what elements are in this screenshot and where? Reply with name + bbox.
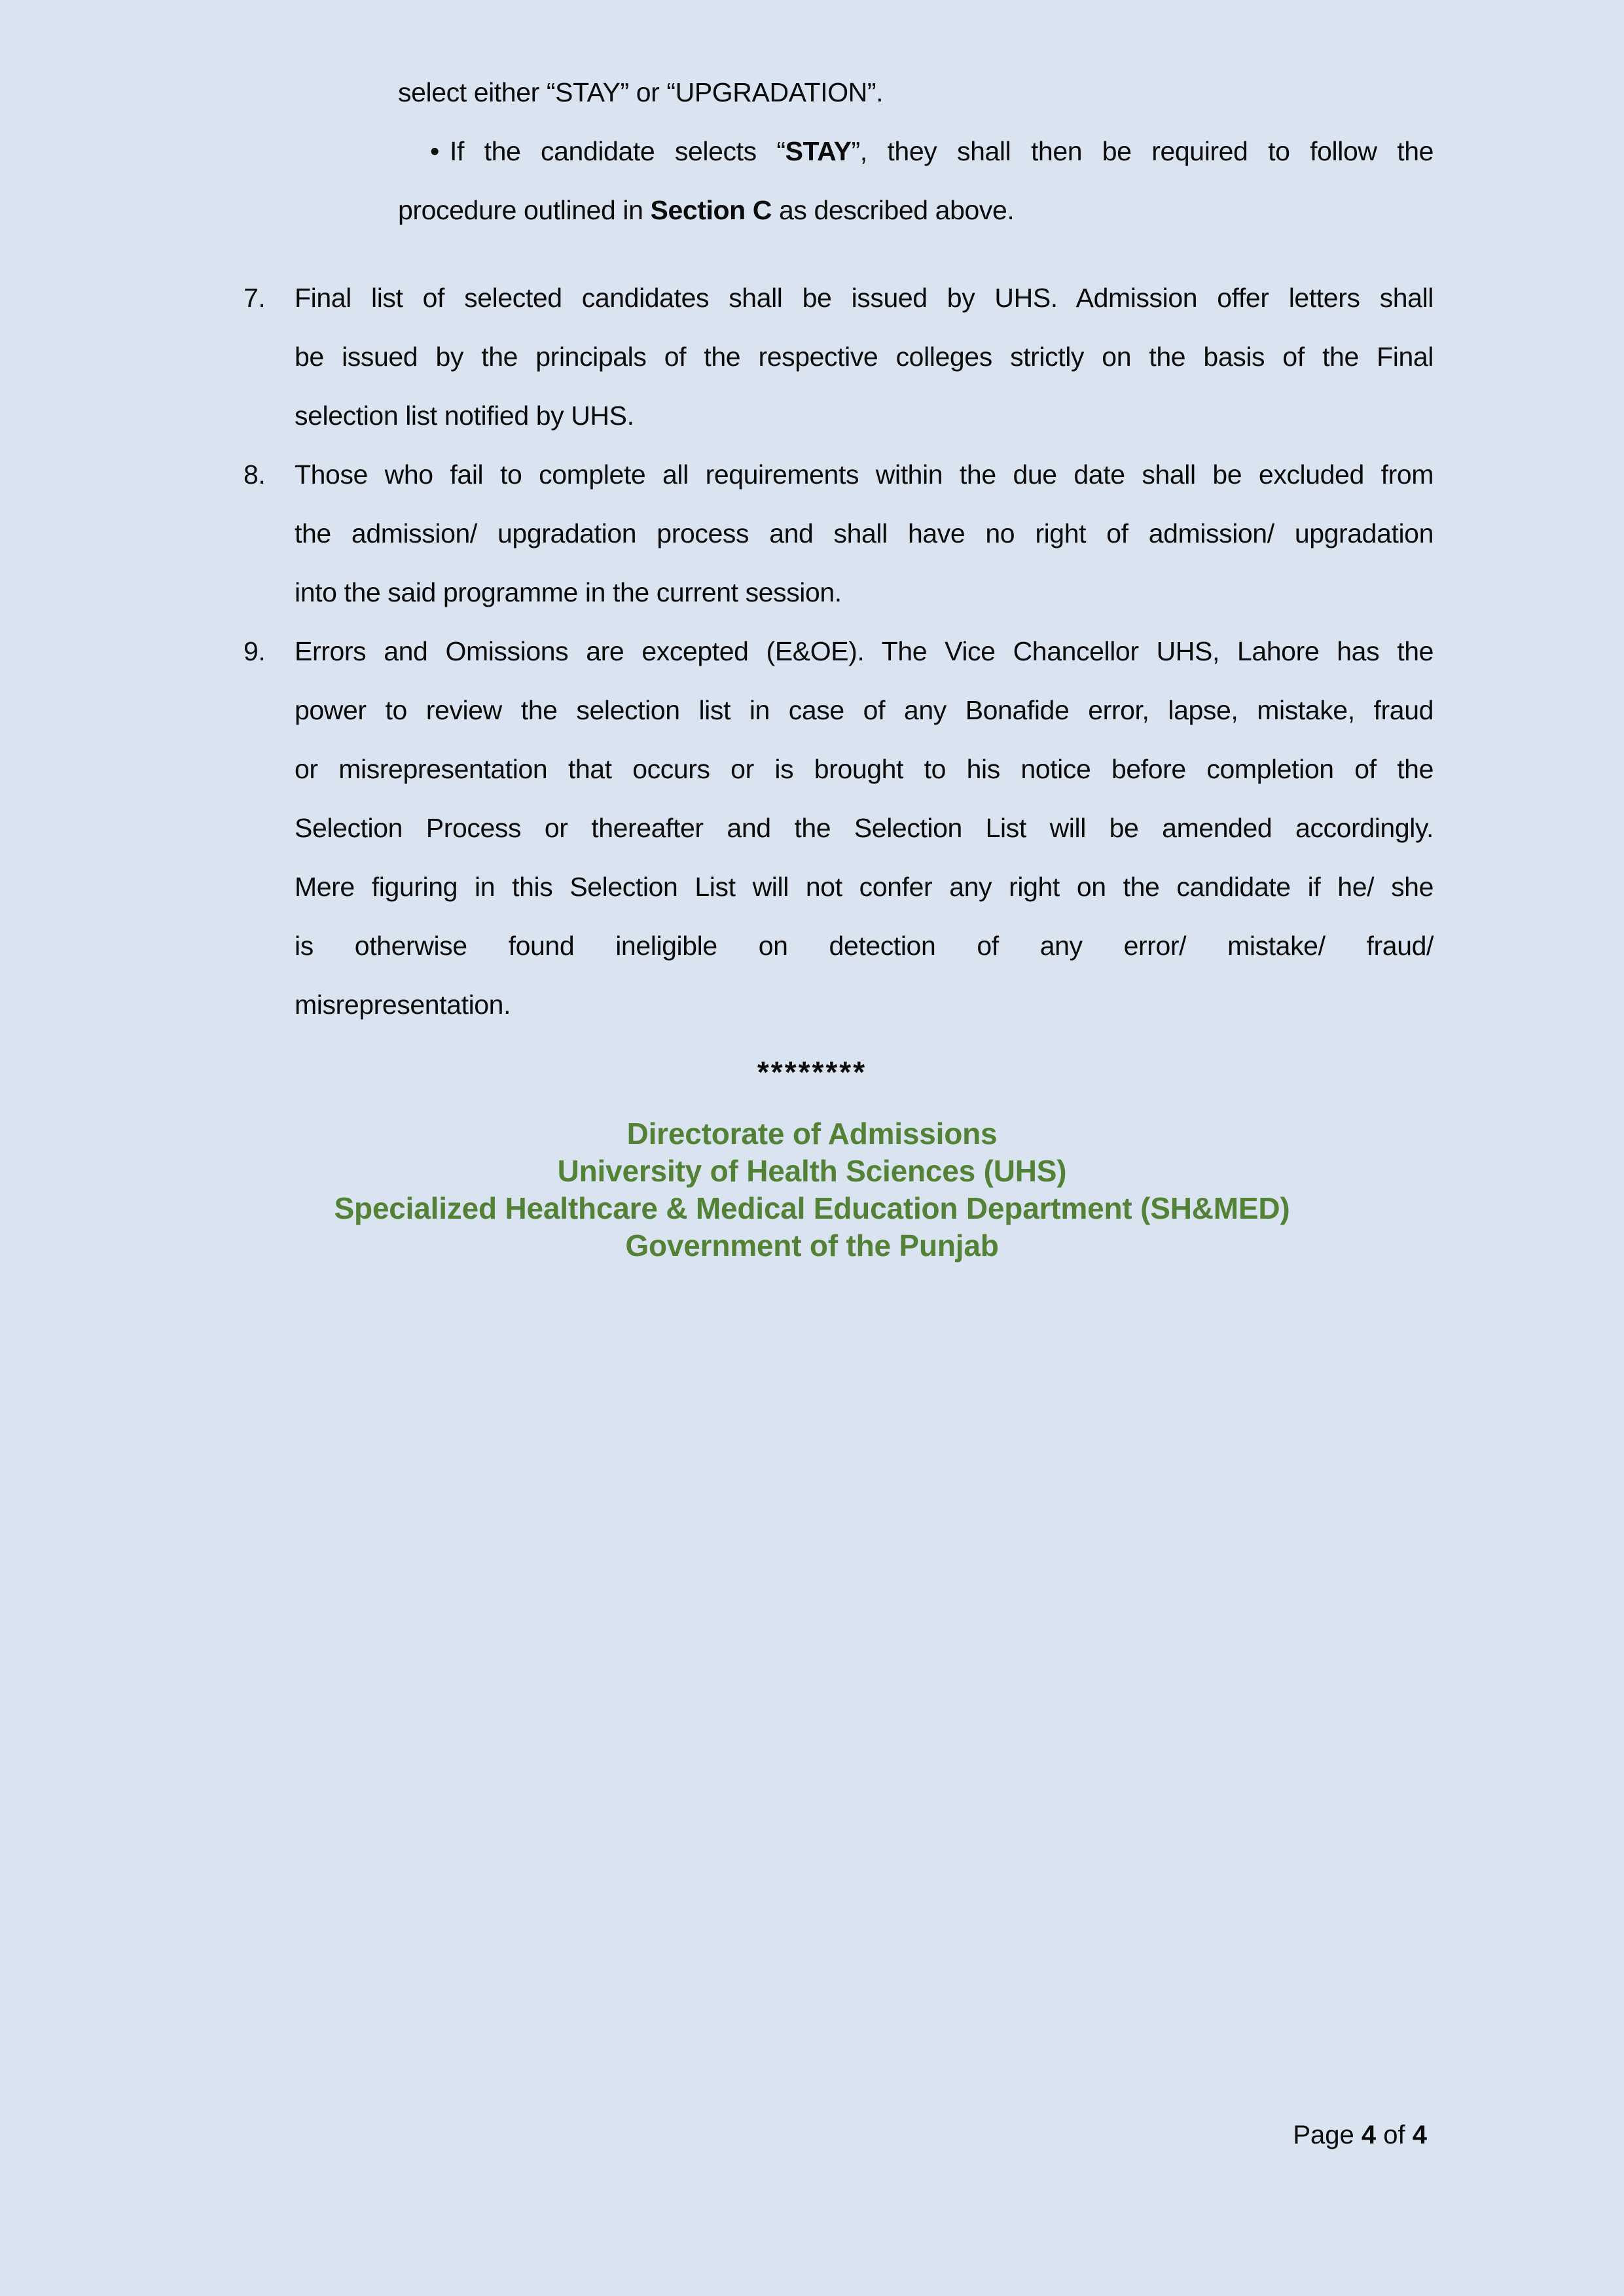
item-body [295, 622, 1434, 1034]
item-line: Selection Process or thereafter and the Selection List will be amended accordingly. [295, 813, 1434, 843]
footer-total-pages: 4 [1412, 2121, 1427, 2149]
list-item-8 [244, 445, 1434, 622]
intro-line-2-seg2: ”, they shall then be required to follow the [851, 136, 1434, 166]
intro-line-1-text: select either “STAY” or “UPGRADATION”. [398, 77, 884, 107]
intro-line-3-seg2: as described above. [772, 195, 1015, 225]
item-number: 9. [244, 636, 266, 666]
intro-line-3 [398, 181, 1434, 240]
item-number: 7. [244, 283, 266, 313]
item-line: Those who fail to complete all requirements within the due date shall be excluded from [295, 459, 1434, 490]
list-item-7 [244, 268, 1434, 445]
item-line: power to review the selection list in case of any Bonafide error, lapse, mistake, fraud [295, 695, 1434, 725]
intro-line-2-bold: STAY [785, 136, 852, 166]
item-line: Final list of selected candidates shall be issued by UHS. Admission offer letters shall [295, 283, 1434, 313]
item-body [295, 268, 1434, 445]
numbered-list [0, 268, 1624, 1034]
footer-current-page: 4 [1361, 2121, 1377, 2149]
intro-line-1 [398, 63, 1434, 122]
signature-line-university: University of Health Sciences (UHS) [557, 1154, 1067, 1188]
asterisk-separator: ******** [757, 1055, 867, 1089]
item-number: 8. [244, 459, 266, 490]
item-line: Mere figuring in this Selection List will not confer any right on the candidate if he/ she [295, 872, 1434, 902]
item-line: selection list notified by UHS. [295, 401, 634, 431]
page-footer [1293, 2119, 1427, 2151]
item-line: into the said programme in the current session. [295, 577, 842, 607]
intro-line-3-bold: Section C [650, 195, 772, 225]
item-line: be issued by the principals of the respective colleges strictly on the basis of the Final [295, 342, 1434, 372]
item-body [295, 445, 1434, 622]
signature-block [0, 1115, 1624, 1265]
footer-label: Page [1293, 2121, 1362, 2149]
signature-line-government: Government of the Punjab [625, 1229, 999, 1263]
footer-of: of [1376, 2121, 1413, 2149]
item-line: or misrepresentation that occurs or is brought to his notice before completion of the [295, 754, 1434, 784]
intro-line-3-seg0: procedure outlined in [398, 195, 651, 225]
intro-bullet-line [398, 122, 1434, 181]
intro-block [398, 0, 1434, 240]
item-line: misrepresentation. [295, 990, 511, 1020]
item-line: Errors and Omissions are excepted (E&OE). The Vice Chancellor UHS, Lahore has the [295, 636, 1434, 666]
intro-line-2-seg0: If the candidate selects “ [449, 136, 785, 166]
item-line: the admission/ upgradation process and shall have no right of admission/ upgradation [295, 518, 1434, 548]
signature-line-directorate: Directorate of Admissions [626, 1117, 998, 1151]
bullet-glyph: • [430, 136, 439, 166]
signature-line-department: Specialized Healthcare & Medical Education Department (SH&MED) [334, 1191, 1290, 1225]
item-line: is otherwise found ineligible on detection of any error/ mistake/ fraud/ [295, 931, 1434, 961]
list-item-9 [244, 622, 1434, 1034]
